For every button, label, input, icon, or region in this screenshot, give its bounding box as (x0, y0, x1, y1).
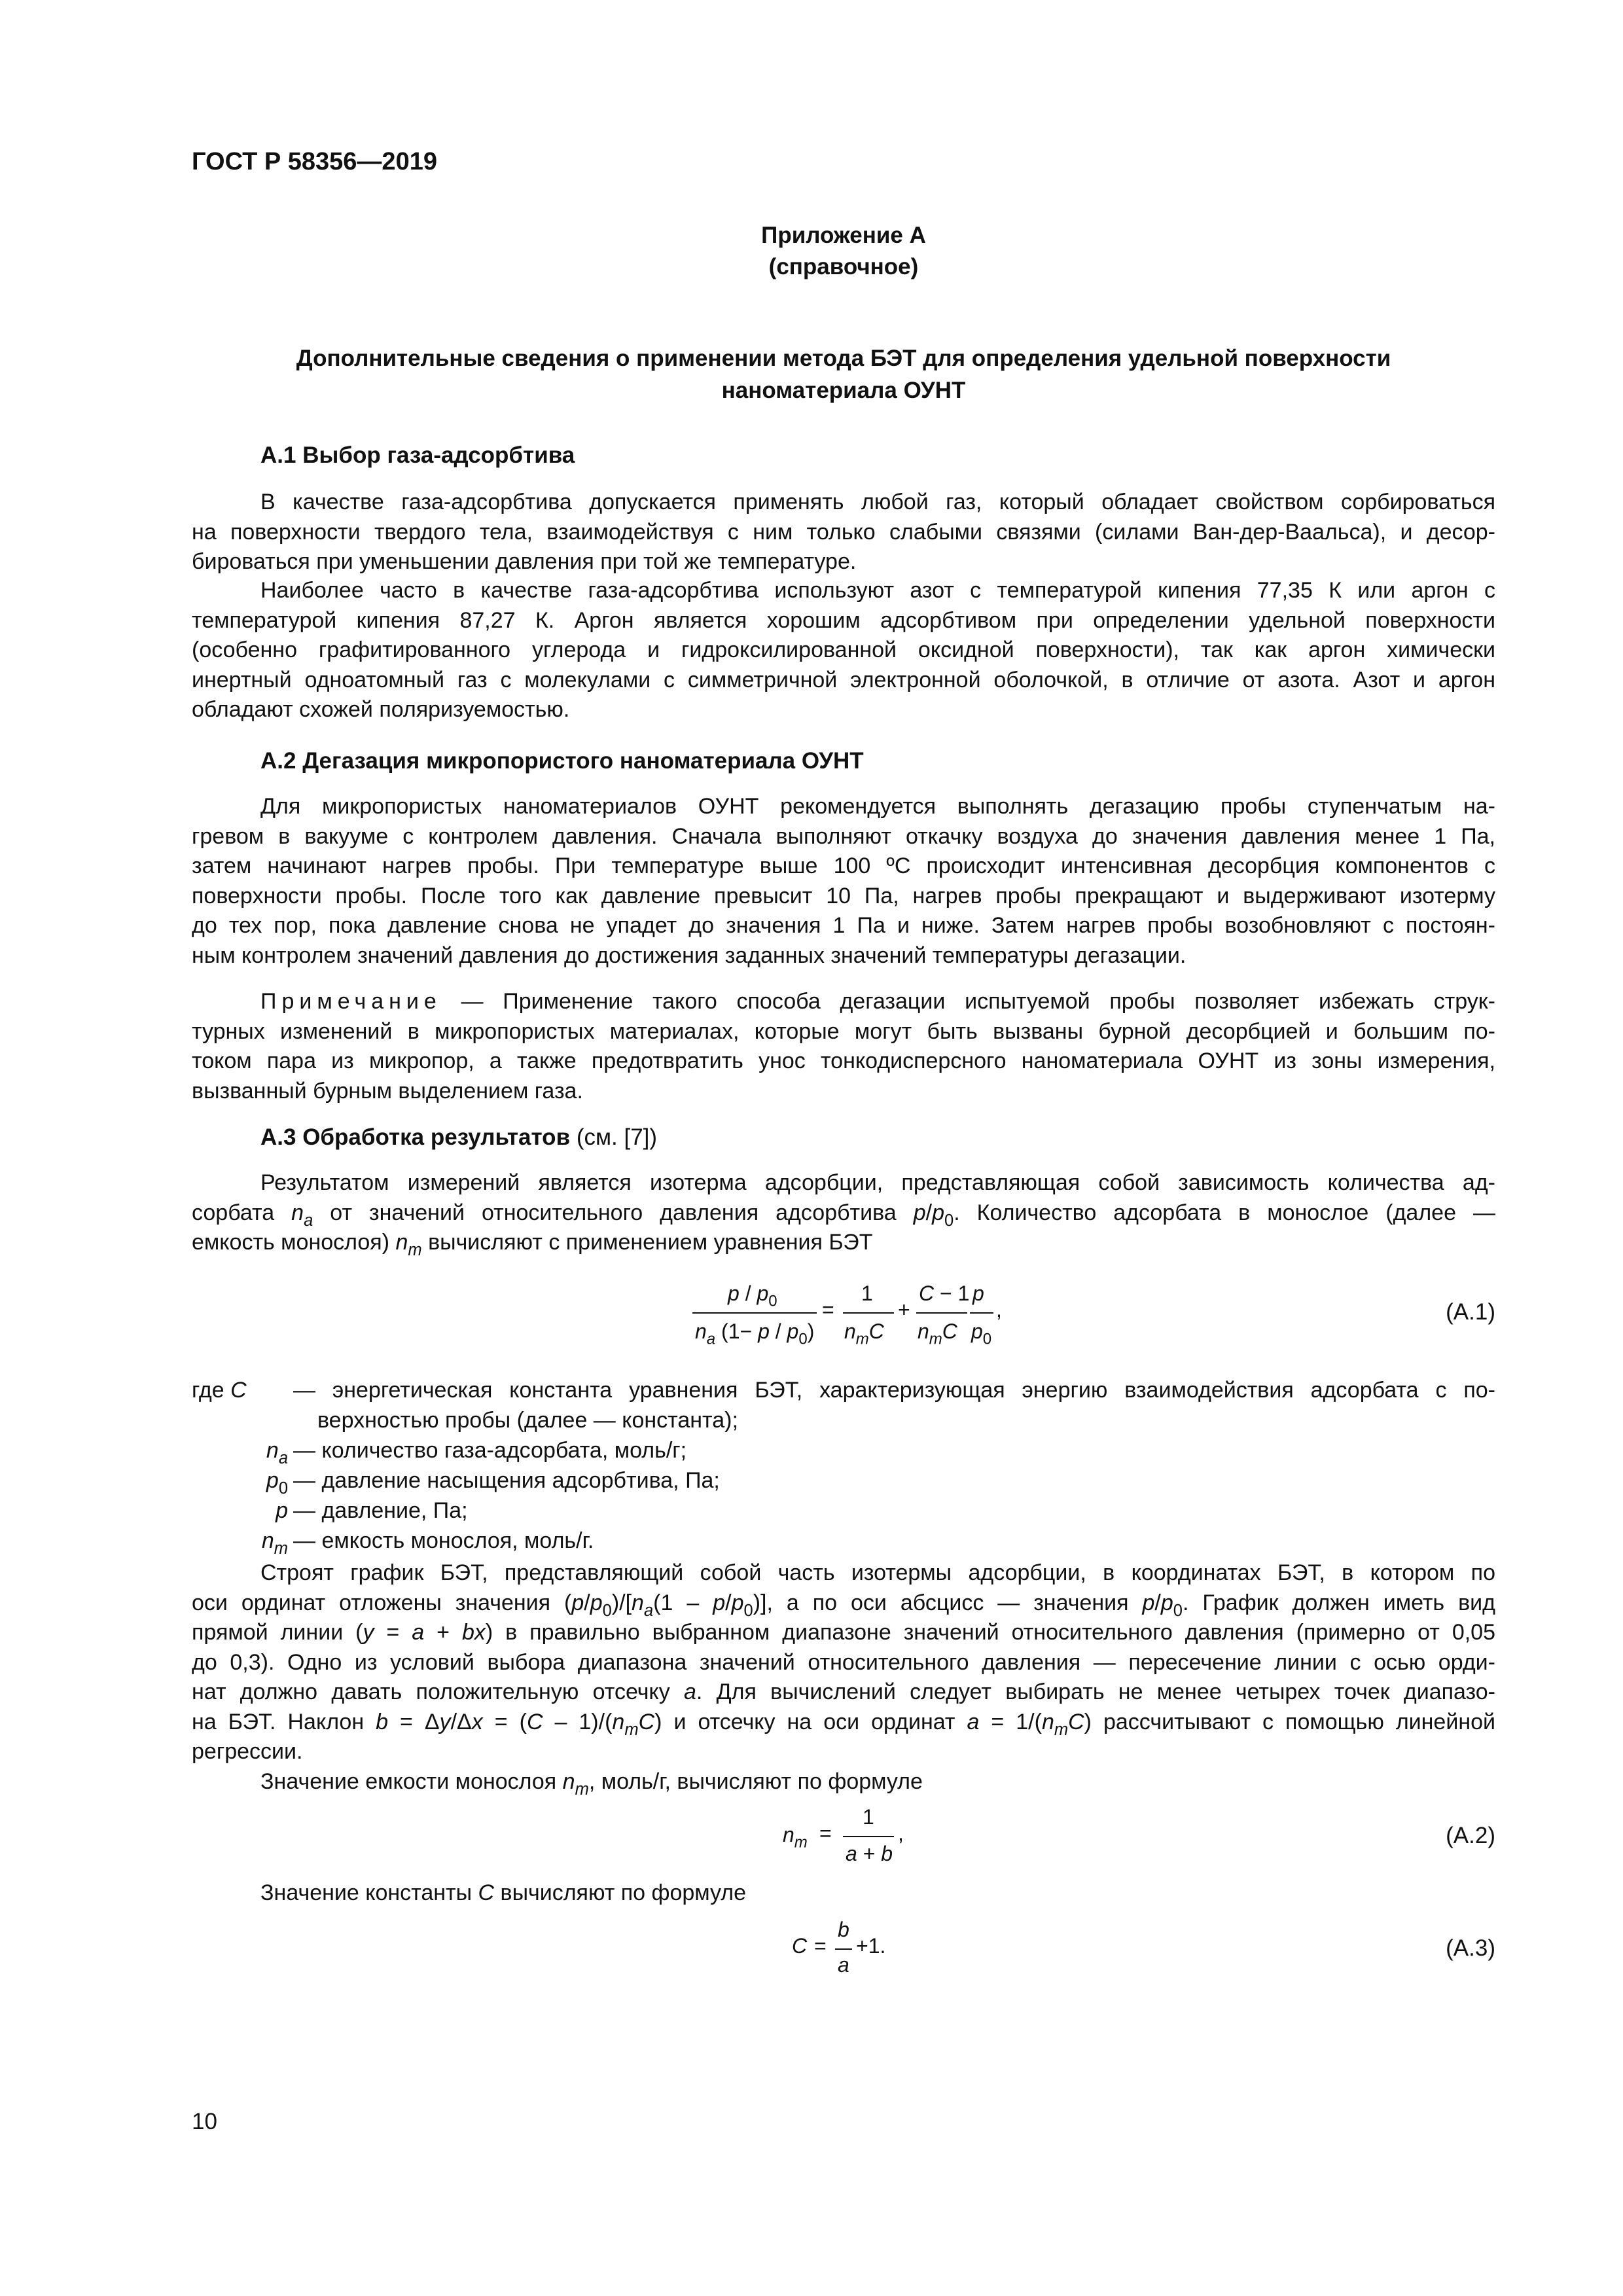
legend-p0-desc: — давление насыщения адсорбтива, Па; (293, 1468, 720, 1493)
text-line: температурой кипения 87,27 К. Аргон является хорошим адсорбтивом при определении удельной поверхности (192, 607, 1495, 633)
text-line: током пара из микропор, а также предотвратить унос тонкодисперсного наноматериала ОУНТ из зоны измерения, (192, 1049, 1495, 1073)
text-line: Значение константы C вычисляют по формуле (260, 1880, 747, 1905)
legend-p-desc: — давление, Па; (293, 1498, 468, 1523)
text-line: В качестве газа-адсорбтива допускается применять любой газ, который обладает свойством сорбироваться (260, 490, 1495, 514)
text-line: Результатом измерений является изотерма адсорбции, представляющая собой зависимость количества ад- (260, 1170, 1495, 1195)
legend-nm-desc: — емкость монослоя, моль/г. (293, 1528, 594, 1553)
text-line: емкость монослоя) $n_m$ вычисляют с применением уравнения БЭТ (192, 1230, 873, 1259)
section-a2-note (192, 987, 1495, 1106)
text-line: на поверхности твердого тела, взаимодействуя с ним только слабыми связями (силами Ван-дер-Ваальса), и десор- (192, 519, 1495, 545)
page-number: 10 (192, 2109, 217, 2134)
text-line: сорбата $n_a$ от значений относительного давления адсорбтива $p/p_0$. Количество адсорбата в монослое (далее — (192, 1200, 1495, 1230)
appendix-kind: (справочное) (768, 254, 919, 279)
appendix-heading-line-2: наноматериала ОУНТ (721, 378, 966, 403)
legend-p0-symbol: $p_0$ (266, 1468, 288, 1498)
section-a3-paragraph-3 (192, 1767, 1495, 1797)
section-a3-paragraph-1 (192, 1168, 1495, 1258)
legend-C-desc: — энергетическая константа уравнения БЭТ, характеризующая энергию взаимодействия адсорбата с по- (293, 1378, 1495, 1403)
legend-na-desc: — количество газа-адсорбата, моль/г; (293, 1438, 687, 1463)
section-a3-title (260, 1124, 657, 1151)
section-a2-title: А.2 Дегазация микропористого наноматериала ОУНТ (260, 748, 864, 774)
section-a3-paragraph-2 (192, 1558, 1495, 1767)
text-line: Строят график БЭТ, представляющий собой часть изотермы адсорбции, в координатах БЭТ, в котором по (260, 1560, 1495, 1585)
text-line: затем начинают нагрев пробы. При температуре выше 100 ºС происходит интенсивная десорбция компонентов с (192, 853, 1495, 878)
text-line: нат должно давать положительную отсечку a. Для вычислений следует выбирать не менее четырех точек диапазо- (192, 1679, 1495, 1704)
text-line: Значение емкости монослоя $n_m$, моль/г, вычисляют по формуле (260, 1769, 923, 1799)
text-line: до 0,3). Одно из условий выбора диапазона значений относительного давления — пересечение линии с осью орди- (192, 1649, 1495, 1675)
section-a3-paragraph-4 (192, 1878, 1495, 1909)
text-line: на БЭТ. Наклон $b = \Delta y/\Delta x = (C - 1)/(n_mC)$ и отсечку на оси ординат $a = 1/(n_mC)$ рассчитывают с помощью линейной (192, 1709, 1496, 1739)
legend-where: где C (192, 1378, 247, 1403)
text-line: регрессии. (192, 1739, 303, 1764)
note-text: — Применение такого способа дегазации испытуемой пробы позволяет избежать струк- (461, 989, 1495, 1014)
text-line: гревом в вакууме с контролем давления. Сначала выполняют откачку воздуха до значения давления менее 1 Па, (192, 823, 1495, 849)
text-line: обладают схожей поляризуемостью. (192, 697, 570, 722)
text-line (192, 987, 1495, 1017)
text-line: (особенно графитированного углерода и гидроксилированной оксидной поверхности), так как аргон химически (192, 637, 1495, 662)
legend-na-symbol: $n_a$ (266, 1438, 288, 1467)
text-line: инертный одноатомный газ с молекулами с симметричной электронной оболочкой, в отличие от азота. Азот и аргон (192, 667, 1495, 692)
text-line: турных изменений в микропористых материалах, которые могут быть вызваны бурной десорбцией и большим по- (192, 1018, 1495, 1044)
text-line: поверхности пробы. После того как давление превысит 10 Па, нагрев пробы прекращают и выдерживают изотерму (192, 883, 1495, 908)
legend-C-desc-cont: верхностью пробы (далее — константа); (317, 1408, 738, 1433)
note-label: Примечание (260, 989, 442, 1014)
text-line: вызванный бурным выделением газа. (192, 1078, 583, 1103)
text-line: до тех пор, пока давление снова не упадет до значения 1 Па и ниже. Затем нагрев пробы возобновляют с постоян- (192, 913, 1495, 938)
appendix-heading-line-1: Дополнительные сведения о применении метода БЭТ для определения удельной поверхности (296, 346, 1391, 371)
legend-nm-symbol: $n_m$ (261, 1528, 288, 1558)
legend-p-symbol: p (276, 1498, 288, 1523)
text-line: Наиболее часто в качестве газа-адсорбтива используют азот с температурой кипения 77,35 К или аргон с (260, 578, 1495, 603)
document-page: ГОСТ Р 58356—2019 Приложение А (справочное) Дополнительные сведения о применении метода БЭТ для определения удельной поверхности наноматериала ОУНТ А.1 Выбор газа-адсорбтива В качестве газа-адсорбтива допускается применять любой газ, который обладает свойством сорбироваться на поверхности твердого тела, взаимодействуя с ним только слабыми связями (силами Ван-дер-Ваальса), и десор- бироваться при уменьшении давления при той же температуре. Наиболее часто в качестве газа-адсорбтива используют азот с температурой кипения 77,35 К или аргон с температурой кипения 87,27 К. Аргон является хорошим адсорбтивом при определении удельной поверхности (особенно графитированного углерода и гидроксилированной оксидной поверхности), так как аргон химически инертный одноатомный газ с молекулами с симметричной электронной оболочкой, в отличие от азота. Азот и аргон обладают схожей поляризуемостью. А.2 Дегазация микропористого наноматериала ОУНТ Для микропористых наноматериалов ОУНТ рекомендуется выполнять дегазацию пробы ступенчатым на- гревом в вакууме с контролем давления. Сначала выполняют откачку воздуха до значения давления менее 1 Па, затем начинают нагрев пробы. При температуре выше 100 ºС происходит интенсивная десорбция компонентов с поверхности пробы. После того как давление превысит 10 Па, нагрев пробы прекращают и выдерживают изотерму до тех пор, пока давление снова не упадет до значения 1 Па и ниже. Затем нагрев пробы возобновляют с постоян- ным контролем значений давления до достижения заданных значений температуры дегазации. Примечание — Применение такого способа дегазации испытуемой пробы позволяет избежать струк- турных изменений в микропористых материалах, которые могут быть вызваны бурной десорбцией и большим по- током пара из микропор, а также предотвратить унос тонкодисперсного наноматериала ОУНТ из зоны измерения, вызванный бурным выделением газа. А.3 Обработка результатов (см. [7]) Результатом измерений является изотерма адсорбции, представляющая собой зависимость количества ад- сорбата $n_a$ от значений относительного давления адсорбтива $p/p_0$. Количество адсорбата в монослое (далее — емкость монослоя) $n_m$ вычисляют с применением уравнения БЭТ p / $p_0$ $n_a$ $(1- p / p_0)$ = 1 $n_mC$ + C − 1 $n_mC$ p $p_0$ , (А.1) где C — энергетическая константа уравнения БЭТ, характеризующая энергию взаимодействия адсорбата с по- верхностью пробы (далее — константа); $n_a$ — количество газа-адсорбата, моль/г; $p_0$ — давление насыщения адсорбтива, Па; p — давление, Па; $n_m$ — емкость монослоя, моль/г. Строят график БЭТ, представляющий собой часть изотермы адсорбции, в координатах БЭТ, в котором по оси ординат отложены значения $(p/p_0)/[n_a(1 - p/p_0)]$, а по оси абсцисс — значения $p/p_0$. График должен иметь вид прямой линии (y = a + bx) в правильно выбранном диапазоне значений относительного давления (примерно от 0,05 до 0,3). Одно из условий выбора диапазона значений относительного давления — пересечение линии с осью орди- нат должно давать положительную отсечку a. Для вычислений следует выбирать не менее четырех точек диапазо- на БЭТ. Наклон $b = \Delta y/\Delta x = (C - 1)/(n_mC)$ и отсечку на оси ординат $a = 1/(n_mC)$ рассчитывают с помощью линейной регрессии. Значение емкости монослоя $n_m$, моль/г, вычисляют по формуле $n_m$ = 1 a + b , (А.2) Значение константы C вычисляют по формуле C = b a +1. (А.3) 10 (192, 148, 1496, 2134)
equation-a2-number: (А.2) (1446, 1823, 1495, 1848)
standard-designation: ГОСТ Р 58356—2019 (192, 148, 437, 175)
section-a2-paragraph-1 (192, 792, 1495, 971)
equation-a3-number: (А.3) (1446, 1935, 1495, 1961)
text-line: бироваться при уменьшении давления при той же температуре. (192, 549, 857, 574)
appendix-title: Приложение А (761, 223, 926, 248)
section-a3-reference: (см. [7]) (576, 1124, 658, 1150)
text-line: Для микропористых наноматериалов ОУНТ рекомендуется выполнять дегазацию пробы ступенчатым на- (260, 794, 1495, 819)
text-line: прямой линии (y = a + bx) в правильно выбранном диапазоне значений относительного давления (примерно от 0,05 (192, 1620, 1495, 1645)
section-a3-title-text: А.3 Обработка результатов (260, 1124, 571, 1150)
section-a1-paragraph-1 (192, 488, 1495, 577)
text-line: оси ординат отложены значения $(p/p_0)/[n_a(1 - p/p_0)]$, а по оси абсцисс — значения $p/p_0$. График должен иметь вид (192, 1590, 1495, 1620)
section-a1-paragraph-2 (192, 576, 1495, 725)
section-a1-title: А.1 Выбор газа-адсорбтива (260, 442, 575, 468)
text-line: ным контролем значений давления до достижения заданных значений температуры дегазации. (192, 942, 1186, 968)
equation-a1-number: (А.1) (1446, 1299, 1495, 1325)
